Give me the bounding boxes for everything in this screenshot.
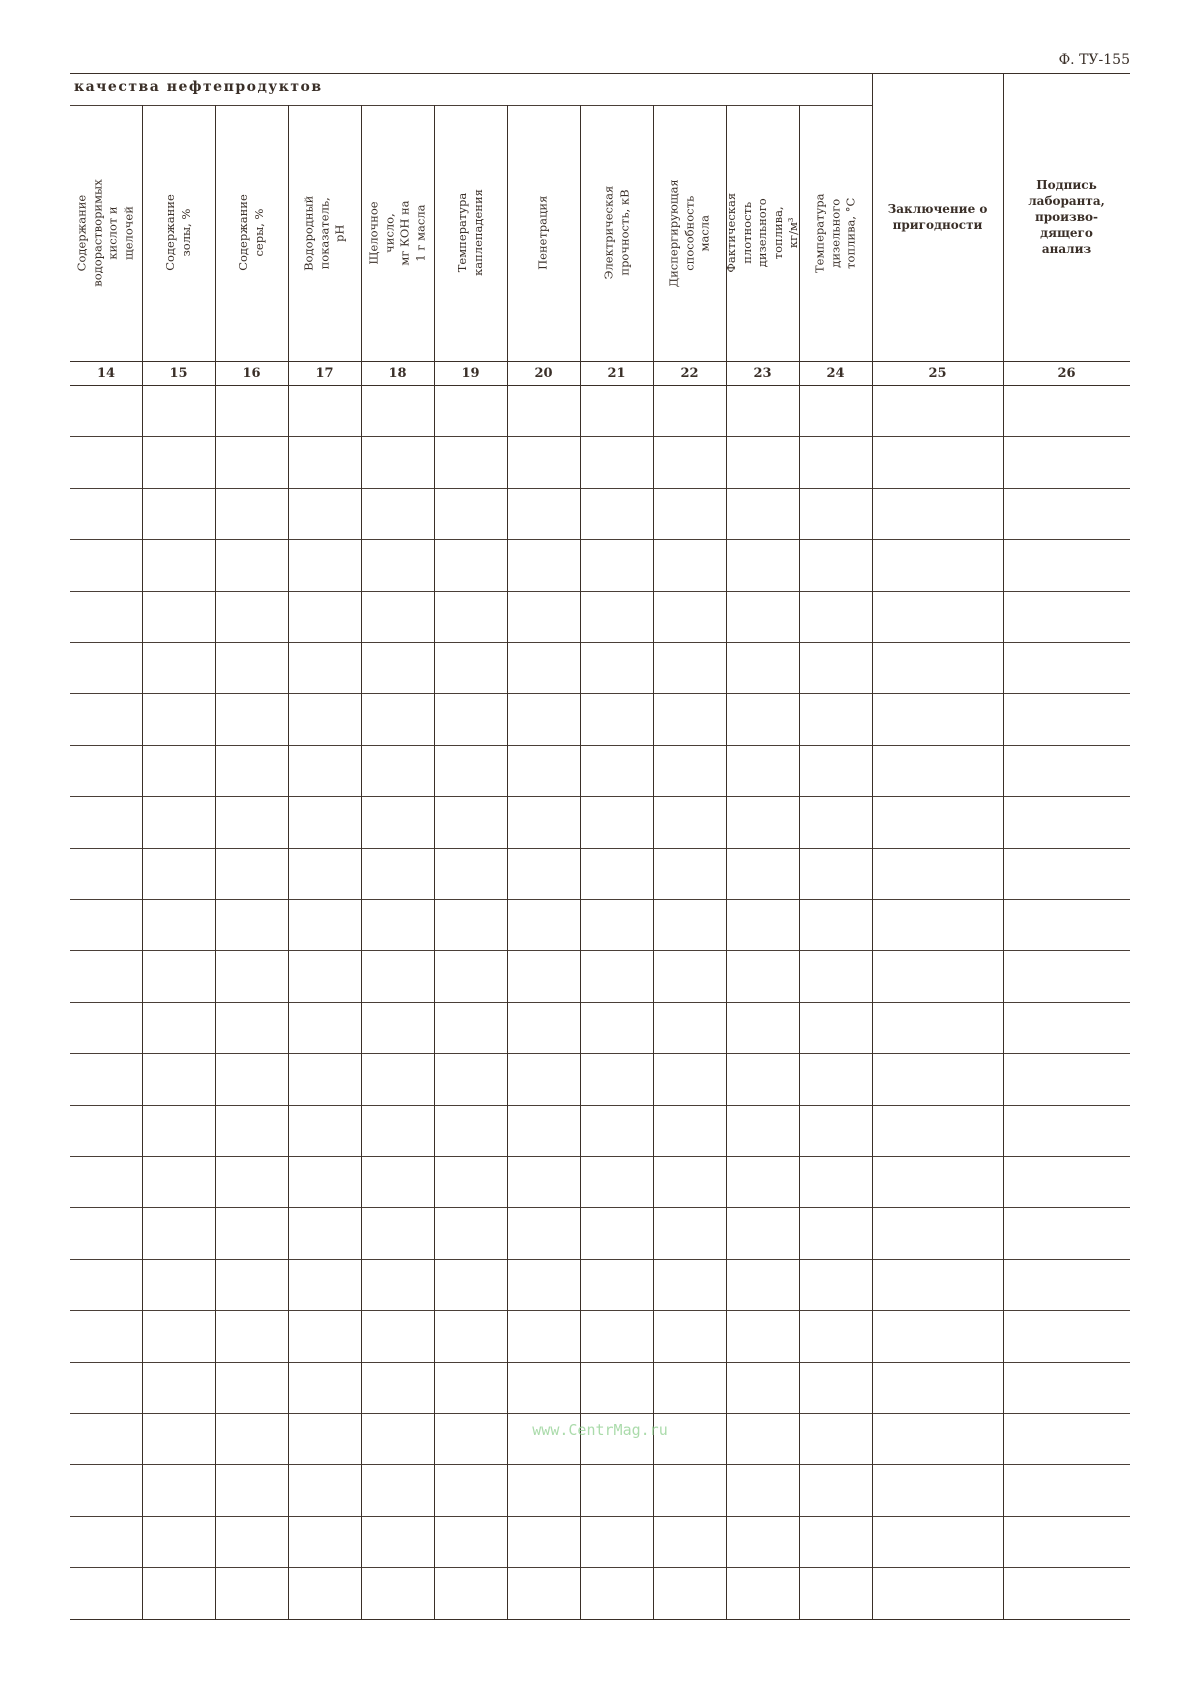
column-header-label: Температура дизельного топлива, °С	[812, 193, 858, 273]
row-divider	[70, 1464, 1130, 1465]
column-number: 15	[169, 365, 188, 381]
column-number: 18	[388, 365, 407, 381]
column-header-label: Пенетрация	[535, 195, 550, 271]
column-header-label: Содержание серы, %	[235, 194, 266, 272]
column-header-17	[288, 105, 361, 361]
column-header-21	[580, 105, 653, 361]
row-divider	[70, 1002, 1130, 1003]
column-header-label: Температура каплепадения	[454, 189, 485, 277]
row-divider	[70, 436, 1130, 437]
row-divider	[70, 642, 1130, 643]
column-header-label: Фактическая плотность дизельного топлива, кг/м³	[723, 193, 800, 273]
column-header-label: Щелочное число, мг КОН на 1 г масла	[366, 200, 428, 266]
column-header-26: Подпись лаборанта, произво- дящего анализ	[1028, 177, 1105, 257]
column-header-label: Содержание золы, %	[162, 194, 193, 272]
row-divider	[70, 950, 1130, 951]
row-divider	[70, 539, 1130, 540]
row-divider	[70, 591, 1130, 592]
column-header-24	[799, 105, 872, 361]
watermark: www.CentrMag.ru	[532, 1421, 668, 1439]
row-divider	[70, 693, 1130, 694]
row-divider	[70, 1207, 1130, 1208]
column-header-19	[434, 105, 507, 361]
column-number: 25	[928, 365, 947, 381]
row-divider	[70, 1362, 1130, 1363]
column-number: 22	[680, 365, 699, 381]
column-number-rule	[70, 385, 1130, 386]
column-number: 20	[534, 365, 553, 381]
row-divider	[70, 1156, 1130, 1157]
row-divider	[70, 1516, 1130, 1517]
column-number: 26	[1057, 365, 1076, 381]
row-divider	[70, 1259, 1130, 1260]
column-header-23	[723, 105, 800, 361]
column-header-20	[507, 105, 580, 361]
column-header-label: Диспергирующая способность масла	[666, 179, 712, 287]
column-header-22	[653, 105, 726, 361]
row-divider	[70, 1053, 1130, 1054]
row-divider	[70, 848, 1130, 849]
column-header-label: Электрическая прочность, кВ	[600, 186, 631, 280]
form-code: Ф. ТУ-155	[1058, 52, 1130, 68]
column-header-15	[142, 105, 215, 361]
row-divider	[70, 1413, 1130, 1414]
column-number: 17	[315, 365, 334, 381]
column-header-label: Водородный показатель, pH	[301, 195, 347, 271]
row-divider	[70, 745, 1130, 746]
row-divider	[70, 796, 1130, 797]
column-header-16	[215, 105, 288, 361]
quality-journal-table	[70, 73, 1130, 1633]
row-divider	[70, 488, 1130, 489]
column-number: 19	[461, 365, 480, 381]
row-divider	[70, 1310, 1130, 1311]
column-header-14	[70, 105, 142, 361]
row-divider	[70, 1105, 1130, 1106]
section-title: качества нефтепродуктов	[74, 79, 323, 95]
column-number: 24	[826, 365, 845, 381]
column-number: 23	[753, 365, 772, 381]
column-header-label: Содержание водорастворимых кислот и щелочей	[74, 179, 136, 287]
row-divider	[70, 1619, 1130, 1620]
column-number: 21	[607, 365, 626, 381]
column-header-18	[361, 105, 434, 361]
column-number: 16	[242, 365, 261, 381]
row-divider	[70, 899, 1130, 900]
column-header-25: Заключение о пригодности	[887, 201, 988, 232]
column-number: 14	[96, 365, 116, 381]
row-divider	[70, 1567, 1130, 1568]
